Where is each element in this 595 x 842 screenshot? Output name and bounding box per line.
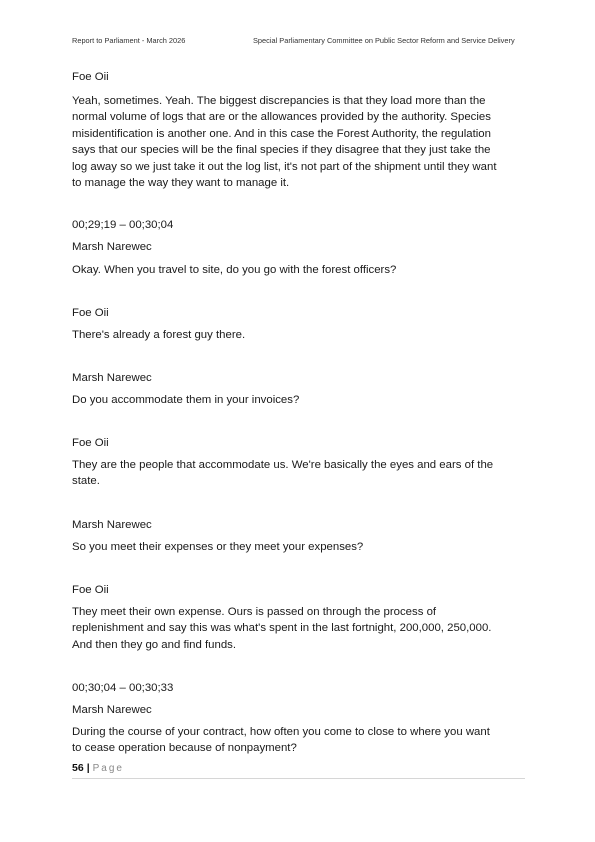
speech-text: Do you accommodate them in your invoices? xyxy=(72,394,300,406)
footer-separator: | xyxy=(86,762,90,774)
page-header xyxy=(72,36,524,50)
speaker-name: Foe Oii xyxy=(72,307,109,319)
speech-text: So you meet their expenses or they meet your expenses? xyxy=(72,541,364,553)
speech-text: Yeah, sometimes. Yeah. The biggest discrepancies is that they load more than the normal volume of logs that are or the allowances provided by the authority. Species misidentification is another one. And in this case the Forest Authority, the regulation says that our species will be the final species if they disagree that they just take the log away so we just take it out the log list, it's not part of the shipment until they want to manage the way they want to manage it. xyxy=(72,95,497,190)
speech-text: There's already a forest guy there. xyxy=(72,329,246,341)
header-committee-name: Special Parliamentary Committee on Public Sector Reform and Service Delivery xyxy=(253,36,515,45)
speech-text: During the course of your contract, how often you come to close to where you want to cease operation because of nonpayment? xyxy=(72,726,490,755)
page-number: 56 xyxy=(72,762,84,774)
timestamp: 00;30;04 – 00;30;33 xyxy=(72,682,174,694)
speaker-name: Marsh Narewec xyxy=(72,241,152,253)
speaker-name: Marsh Narewec xyxy=(72,372,152,384)
page-footer xyxy=(72,762,525,779)
speaker-name: Foe Oii xyxy=(72,437,109,449)
speech-text: They are the people that accommodate us. We're basically the eyes and ears of the state. xyxy=(72,459,494,488)
timestamp: 00;29;19 – 00;30;04 xyxy=(72,219,174,231)
speech-text: Okay. When you travel to site, do you go with the forest officers? xyxy=(72,264,397,276)
header-report-title: Report to Parliament - March 2026 xyxy=(72,36,186,45)
speaker-name: Foe Oii xyxy=(72,71,109,83)
speaker-name: Foe Oii xyxy=(72,584,109,596)
speaker-name: Marsh Narewec xyxy=(72,704,152,716)
page-label: Page xyxy=(92,763,124,774)
speaker-name: Marsh Narewec xyxy=(72,519,152,531)
speech-text: They meet their own expense. Ours is passed on through the process of replenishment and say this was what's spent in the last fortnight, 200,000, 250,000. And then they go and find funds. xyxy=(72,606,492,651)
